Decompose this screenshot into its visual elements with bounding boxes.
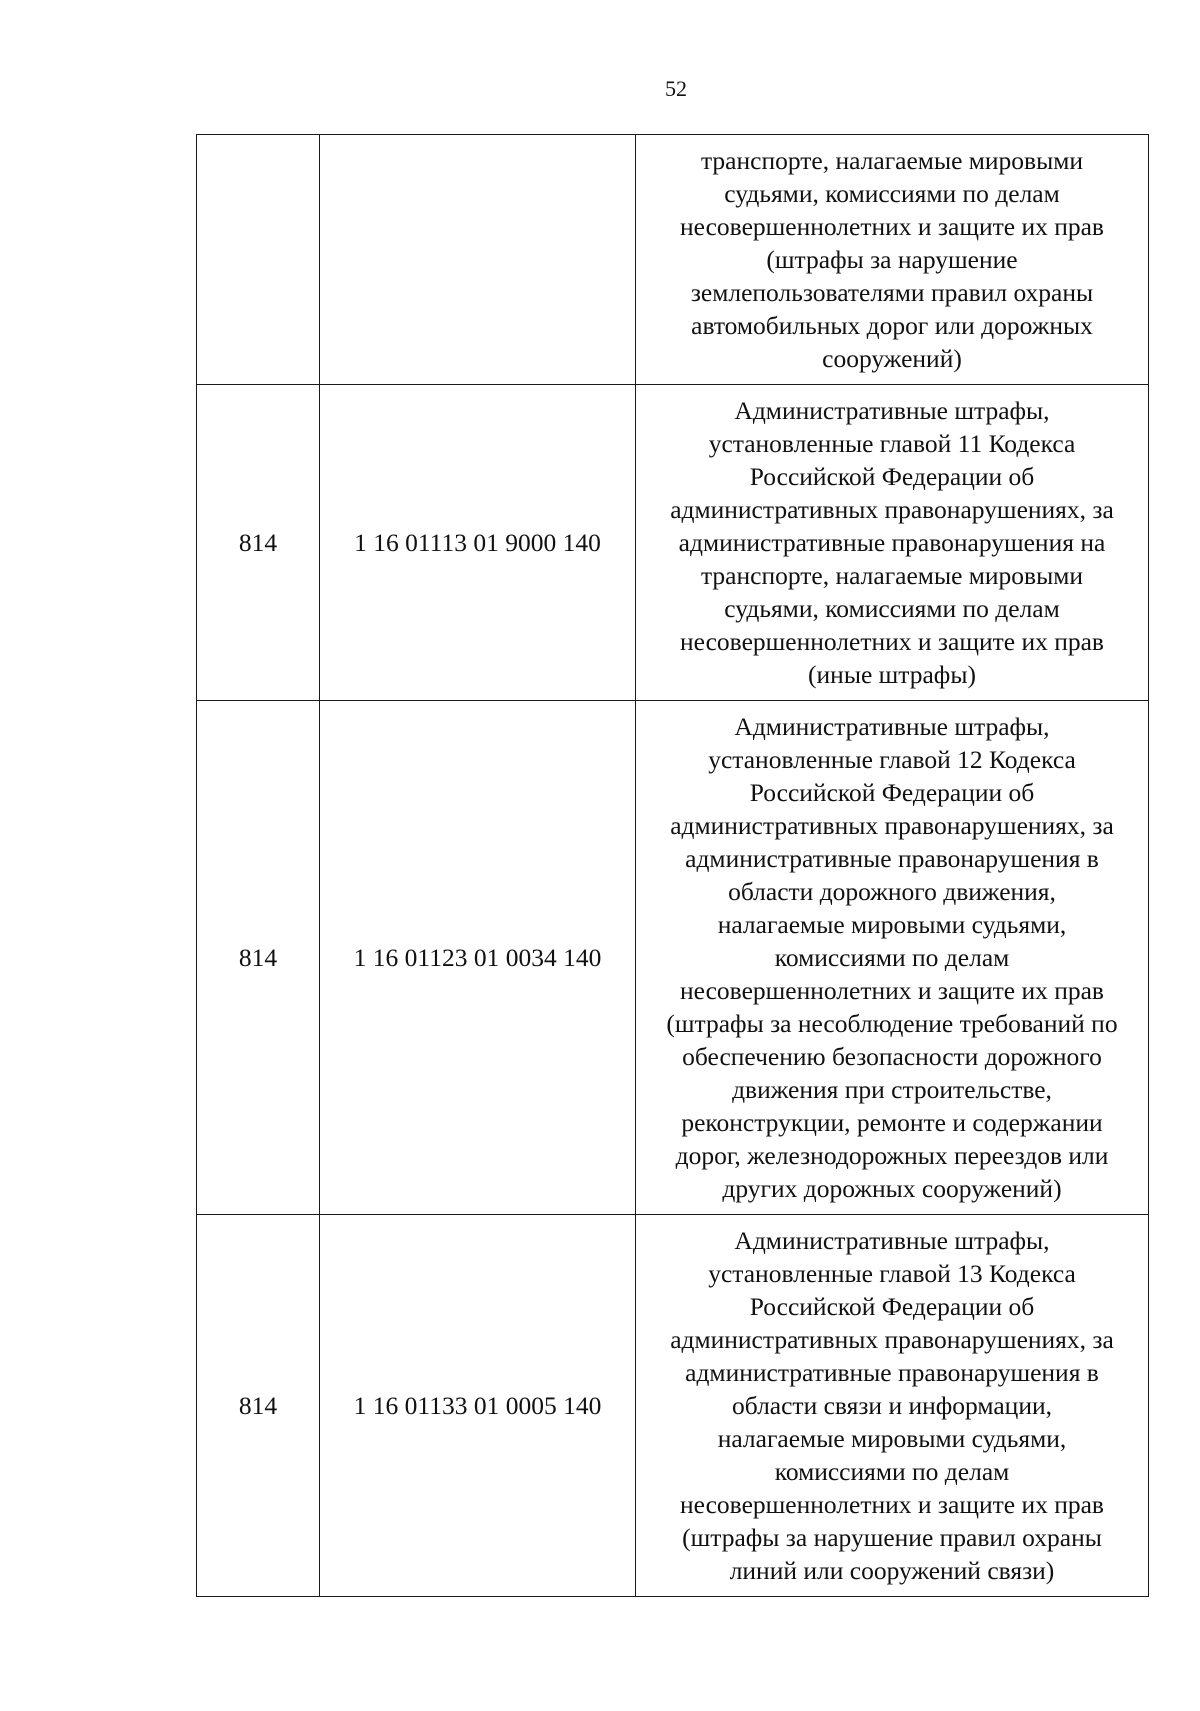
table-row xyxy=(197,135,1149,385)
kbk-code-cell: 1 16 01123 01 0034 140 xyxy=(320,701,636,1215)
kbk-code-cell: 1 16 01113 01 9000 140 xyxy=(320,385,636,701)
table-row xyxy=(197,1215,1149,1597)
admin-code-cell: 814 xyxy=(197,701,320,1215)
description-cell: Административные штрафы, установленные главой 11 Кодекса Российской Федерации об административных правонарушениях, за административные правонарушения на транспорте, налагаемые мировыми судьями, комиссиями по делам несовершеннолетних и защите их прав (иные штрафы) xyxy=(636,385,1149,701)
admin-code-cell: 814 xyxy=(197,385,320,701)
description-cell: Административные штрафы, установленные главой 12 Кодекса Российской Федерации об административных правонарушениях, за административные правонарушения в области дорожного движения, налагаемые мировыми судьями, комиссиями по делам несовершеннолетних и защите их прав (штрафы за несоблюдение требований по обеспечению безопасности дорожного движения при строительстве, реконструкции, ремонте и содержании дорог, железнодорожных переездов или других дорожных сооружений) xyxy=(636,701,1149,1215)
admin-code-cell: 814 xyxy=(197,1215,320,1597)
description-cell: Административные штрафы, установленные главой 13 Кодекса Российской Федерации об административных правонарушениях, за административные правонарушения в области связи и информации, налагаемые мировыми судьями, комиссиями по делам несовершеннолетних и защите их прав (штрафы за нарушение правил охраны линий или сооружений связи) xyxy=(636,1215,1149,1597)
page-number: 52 xyxy=(665,76,687,101)
table-row xyxy=(197,701,1149,1215)
description-cell: транспорте, налагаемые мировыми судьями, комиссиями по делам несовершеннолетних и защите их прав (штрафы за нарушение землепользователями правил охраны автомобильных дорог или дорожных сооружений) xyxy=(636,135,1149,385)
table-row xyxy=(197,385,1149,701)
admin-code-cell xyxy=(197,135,320,385)
kbk-code-cell xyxy=(320,135,636,385)
budget-classification-table xyxy=(196,134,1149,1597)
kbk-code-cell: 1 16 01133 01 0005 140 xyxy=(320,1215,636,1597)
